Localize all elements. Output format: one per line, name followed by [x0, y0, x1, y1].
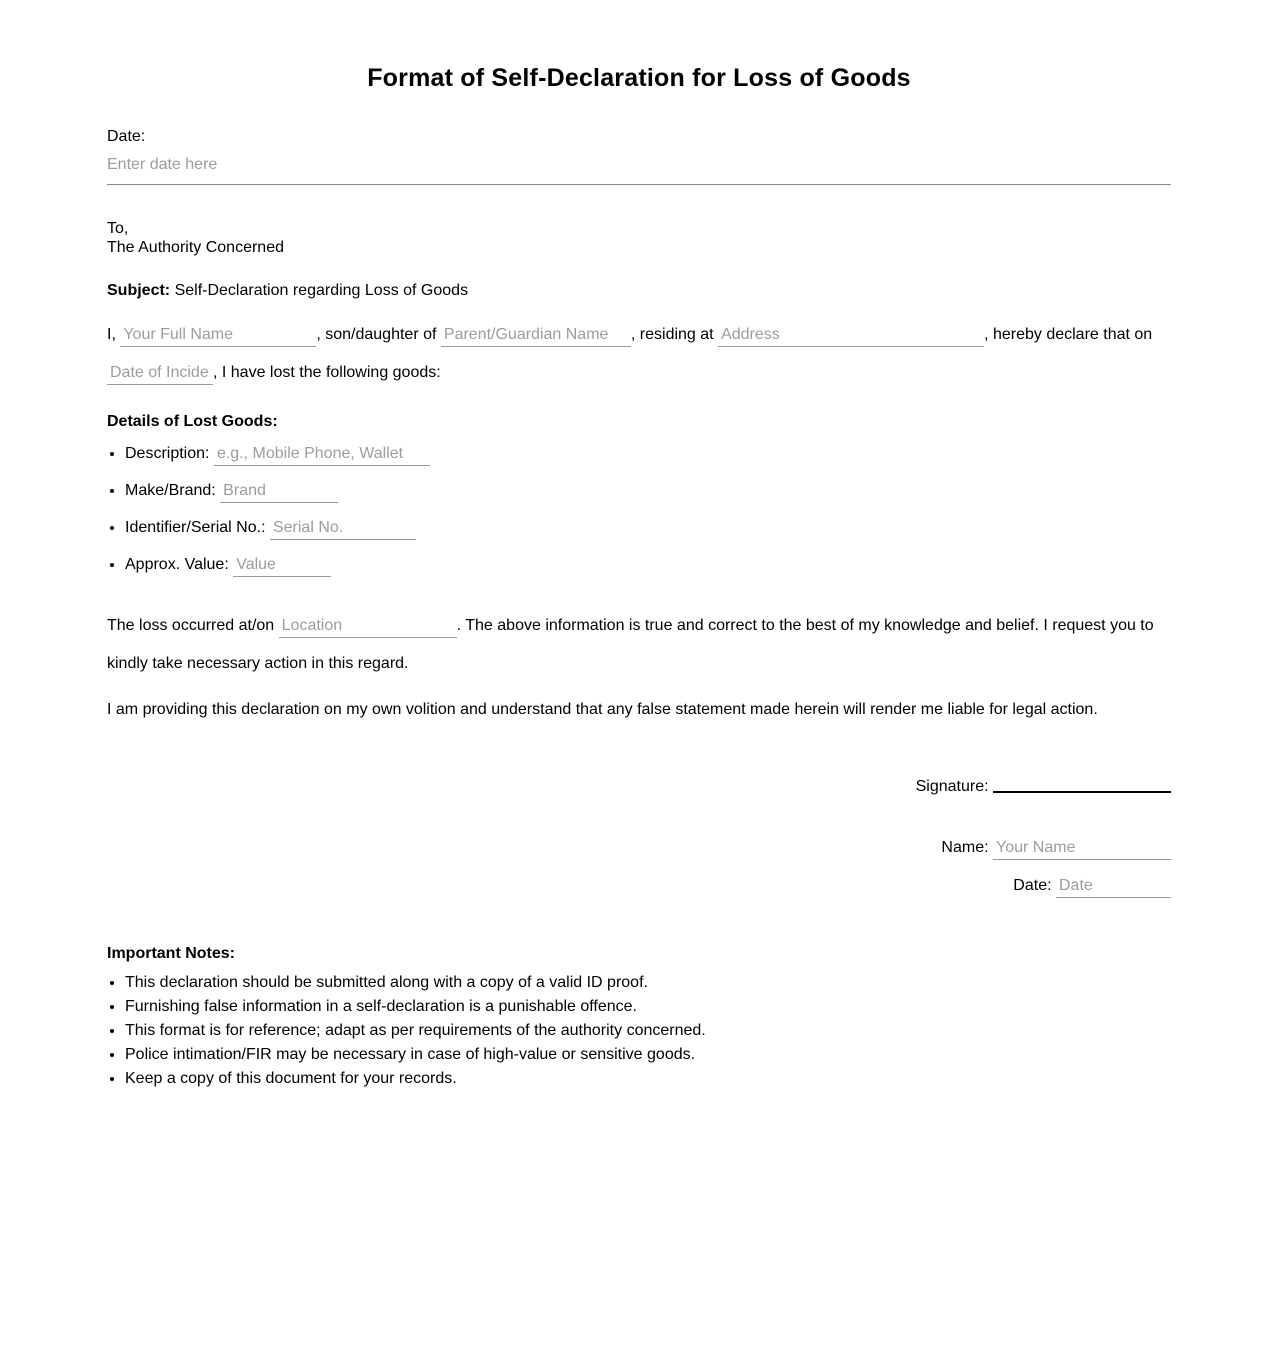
brand-label: Make/Brand: — [125, 482, 216, 499]
name-row — [107, 838, 1171, 860]
page-title: Format of Self-Declaration for Loss of Goods — [367, 64, 911, 92]
recipient-authority: The Authority Concerned — [107, 239, 284, 256]
full-name-input[interactable] — [120, 326, 316, 347]
subject-label: Subject: — [107, 282, 171, 299]
signature-row — [107, 777, 1171, 796]
note-item: • Furnishing false information in a self-declaration is a punishable offence. — [125, 995, 1171, 1019]
subject-line — [107, 281, 1171, 300]
brand-input[interactable] — [220, 482, 338, 503]
description-label: Description: — [125, 445, 210, 462]
date-section — [107, 127, 1171, 185]
value-label: Approx. Value: — [125, 556, 229, 573]
declaration-part5: , I have lost the following goods: — [213, 364, 441, 381]
declaration-part1: I, — [107, 326, 116, 343]
important-notes-list — [107, 971, 1171, 1091]
lost-goods-item-value — [125, 546, 1171, 583]
declaration-part2: , son/daughter of — [316, 326, 437, 343]
recipient-block — [107, 219, 1171, 257]
signature-label: Signature: — [915, 778, 989, 795]
signature-line — [993, 791, 1171, 793]
volition-paragraph: I am providing this declaration on my own volition and understand that any false statement made herein will render me liable for legal action. — [107, 701, 1098, 718]
subject-text: Self-Declaration regarding Loss of Goods — [174, 282, 469, 299]
lost-goods-list — [107, 435, 1171, 583]
incident-date-input[interactable] — [107, 364, 213, 385]
recipient-salutation: To, — [107, 220, 129, 237]
declaration-paragraph — [107, 316, 1171, 392]
lost-goods-item-description — [125, 435, 1171, 472]
signature-date-input[interactable] — [1056, 877, 1171, 898]
lost-goods-item-brand — [125, 472, 1171, 509]
lost-goods-heading: Details of Lost Goods: — [107, 413, 278, 430]
serial-label: Identifier/Serial No.: — [125, 519, 266, 536]
signature-date-row — [107, 876, 1171, 898]
loss-statement-paragraph — [107, 607, 1171, 683]
note-item: • Police intimation/FIR may be necessary in case of high-value or sensitive goods. — [125, 1043, 1171, 1067]
note-item: • This declaration should be submitted along with a copy of a valid ID proof. — [125, 971, 1171, 995]
signatory-name-input[interactable] — [993, 839, 1171, 860]
declaration-part3: , residing at — [630, 326, 714, 343]
important-notes-heading: Important Notes: — [107, 945, 235, 962]
description-input[interactable] — [214, 445, 430, 466]
location-input[interactable] — [279, 617, 457, 638]
value-input[interactable] — [233, 556, 331, 577]
date-input[interactable] — [107, 154, 1171, 185]
signature-date-label: Date: — [1013, 877, 1052, 894]
name-label: Name: — [941, 839, 989, 856]
signature-block — [107, 777, 1171, 898]
parent-name-input[interactable] — [441, 326, 631, 347]
note-item: • Keep a copy of this document for your records. — [125, 1067, 1171, 1091]
loss-part2: . The above information is true and correct to the best of my knowledge and belief. I request you to kindly take necessary action in this regard. — [107, 617, 1154, 672]
date-label: Date: — [107, 128, 146, 145]
note-item: • This format is for reference; adapt as per requirements of the authority concerned. — [125, 1019, 1171, 1043]
declaration-document — [107, 64, 1171, 1351]
declaration-part4: , hereby declare that on — [984, 326, 1153, 343]
serial-input[interactable] — [270, 519, 416, 540]
lost-goods-item-serial — [125, 509, 1171, 546]
address-input[interactable] — [718, 326, 984, 347]
loss-part1: The loss occurred at/on — [107, 617, 275, 634]
